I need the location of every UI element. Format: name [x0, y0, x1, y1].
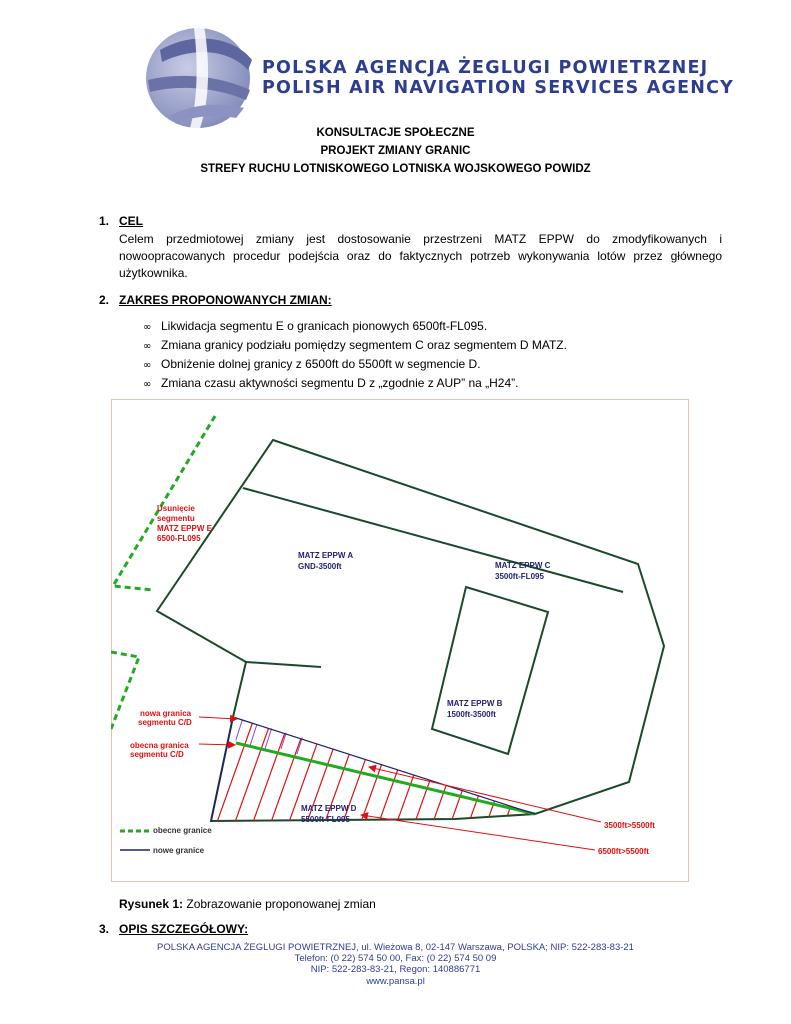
- segment-d-label: MATZ EPPW D 5500ft-FL095: [301, 804, 357, 824]
- section-3-number: 3.: [99, 922, 110, 936]
- list-item: [143, 374, 567, 393]
- segment-a-label: MATZ EPPW A GND-3500ft: [298, 551, 353, 571]
- change-2-label: 6500ft>5500ft: [598, 847, 649, 856]
- list-item: [143, 336, 567, 355]
- airspace-map: [111, 399, 689, 883]
- infinity-bullet-icon: ∞: [143, 360, 152, 371]
- removed-segment-label: Usunięcie segmentu MATZ EPPW E 6500-FL095: [157, 504, 212, 543]
- footer-ids: NIP: 522-283-83-21, Regon: 140886771: [310, 964, 481, 975]
- agency-name-en: POLISH AIR NAVIGATION SERVICES AGENCY: [262, 78, 735, 98]
- figure-caption: [119, 897, 376, 911]
- segment-b-label: MATZ EPPW B 1500ft-3500ft: [447, 699, 503, 719]
- doc-title-line-2: PROJEKT ZMIANY GRANIC: [320, 145, 471, 157]
- doc-title-line-3: STREFY RUCHU LOTNISKOWEGO LOTNISKA WOJSKOWEGO POWIDZ: [200, 163, 591, 175]
- infinity-bullet-icon: ∞: [143, 341, 152, 352]
- footer-website-link[interactable]: www.pansa.pl: [366, 976, 425, 987]
- change-1-label: 3500ft>5500ft: [604, 821, 655, 830]
- section-2-number: 2.: [99, 293, 110, 307]
- footer-phone: Telefon: (0 22) 574 50 00, Fax: (0 22) 574 50 09: [294, 953, 497, 964]
- list-item: [143, 355, 567, 374]
- section-2-heading: ZAKRES PROPONOWANYCH ZMIAN:: [119, 293, 332, 307]
- section-1-number: 1.: [99, 214, 110, 228]
- map-frame: [112, 400, 689, 882]
- figure-caption-text: Zobrazowanie proponowanej zmian: [183, 897, 376, 911]
- list-item: [143, 317, 567, 336]
- changes-list: [143, 317, 567, 393]
- new-border-cd-label: nowa granica segmentu C/D: [138, 709, 192, 727]
- section-3-heading: OPIS SZCZEGÓŁOWY:: [119, 922, 249, 936]
- infinity-bullet-icon: ∞: [143, 322, 152, 333]
- list-item-text: Zmiana granicy podziału pomiędzy segmentem C oraz segmentem D MATZ.: [161, 338, 567, 352]
- list-item-text: Likwidacja segmentu E o granicach pionowych 6500ft-FL095.: [161, 319, 488, 333]
- old-border-cd-label: obecna granica segmentu C/D: [130, 741, 189, 759]
- infinity-bullet-icon: ∞: [143, 379, 152, 390]
- doc-title-line-1: KONSULTACJE SPOŁECZNE: [316, 127, 475, 139]
- footer-address: POLSKA AGENCJA ŻEGLUGI POWIETRZNEJ, ul. Wieżowa 8, 02-147 Warszawa, POLSKA; NIP: 522-283-83-21: [157, 942, 634, 953]
- figure-caption-label: Rysunek 1:: [119, 897, 184, 911]
- section-1-text: Celem przedmiotowej zmiany jest dostosowanie przestrzeni MATZ EPPW do zmodyfikowanych i nowoopracowanych procedur podejścia oraz do faktycznych potrzeb wykonywania lotów przez głównego użytkownika.: [119, 232, 722, 280]
- list-item-text: Obniżenie dolnej granicy z 6500ft do 5500ft w segmencie D.: [161, 357, 481, 371]
- list-item-text: Zmiana czasu aktywności segmentu D z „zgodnie z AUP” na „H24”.: [161, 376, 519, 390]
- section-1-heading: CEL: [119, 214, 143, 228]
- segment-c-label: MATZ EPPW C 3500ft-FL095: [495, 561, 551, 581]
- agency-name-pl: POLSKA AGENCJA ŻEGLUGI POWIETRZNEJ: [262, 58, 709, 78]
- legend-old-label: obecne granice: [153, 826, 212, 835]
- pansa-globe-logo-icon: [140, 20, 260, 130]
- legend-new-label: nowe granice: [153, 846, 205, 855]
